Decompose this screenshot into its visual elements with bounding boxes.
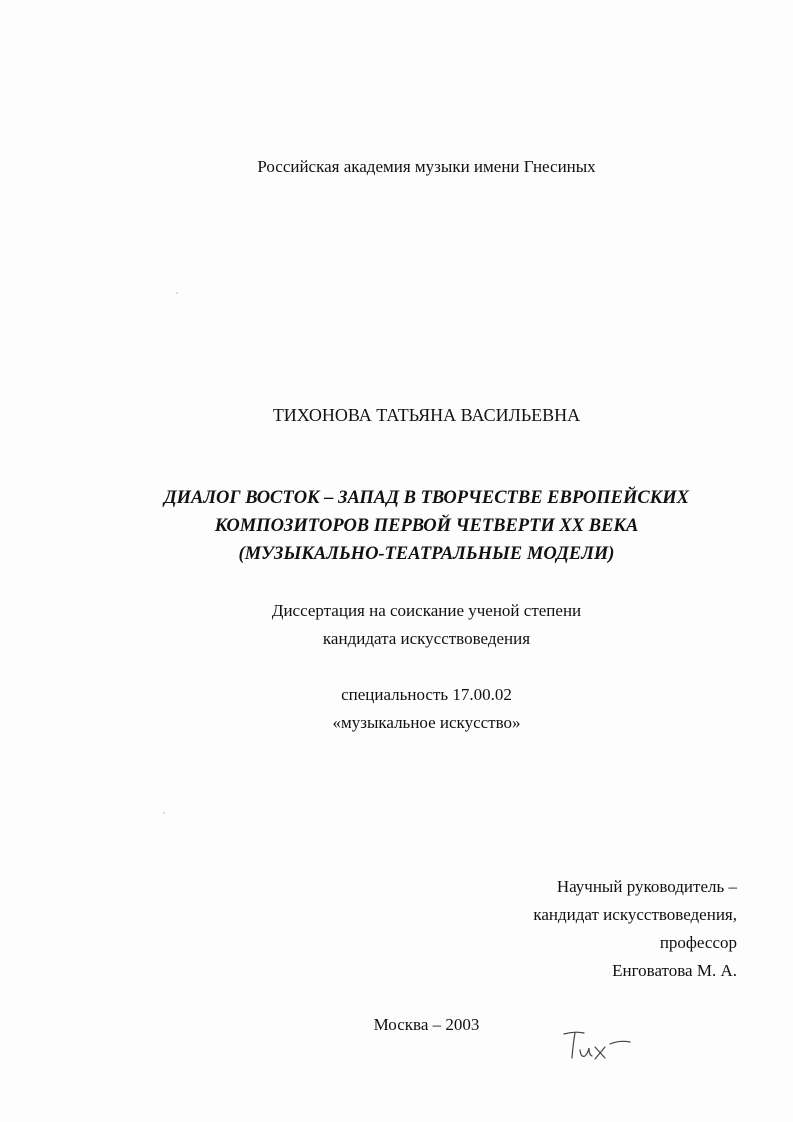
advisor-degree: кандидат искусствоведения, bbox=[533, 905, 737, 924]
degree-line-1: Диссертация на соискание ученой степени bbox=[271, 601, 582, 620]
dissertation-title-line-2: КОМПОЗИТОРОВ ПЕРВОЙ ЧЕТВЕРТИ XX ВЕКА bbox=[214, 516, 639, 536]
author-name: ТИХОНОВА ТАТЬЯНА ВАСИЛЬЕВНА bbox=[272, 405, 581, 425]
institution-name: Российская академия музыки имени Гнесиных bbox=[257, 157, 596, 176]
advisor-label: Научный руководитель – bbox=[556, 877, 737, 896]
specialty-code: специальность 17.00.02 bbox=[341, 685, 512, 704]
scan-speck bbox=[176, 292, 178, 294]
scan-speck bbox=[163, 812, 165, 814]
specialty-name: «музыкальное искусство» bbox=[332, 713, 521, 732]
advisor-name: Енговатова М. А. bbox=[612, 961, 737, 980]
dissertation-title-line-1: ДИАЛОГ ВОСТОК – ЗАПАД В ТВОРЧЕСТВЕ ЕВРОПЕЙСКИХ bbox=[164, 488, 689, 508]
handwritten-signature bbox=[560, 1022, 640, 1072]
city-year: Москва – 2003 bbox=[373, 1015, 480, 1034]
advisor-title: профессор bbox=[659, 933, 737, 952]
dissertation-title-line-3: (МУЗЫКАЛЬНО-ТЕАТРАЛЬНЫЕ МОДЕЛИ) bbox=[238, 544, 615, 564]
degree-line-2: кандидата искусствоведения bbox=[322, 629, 531, 648]
